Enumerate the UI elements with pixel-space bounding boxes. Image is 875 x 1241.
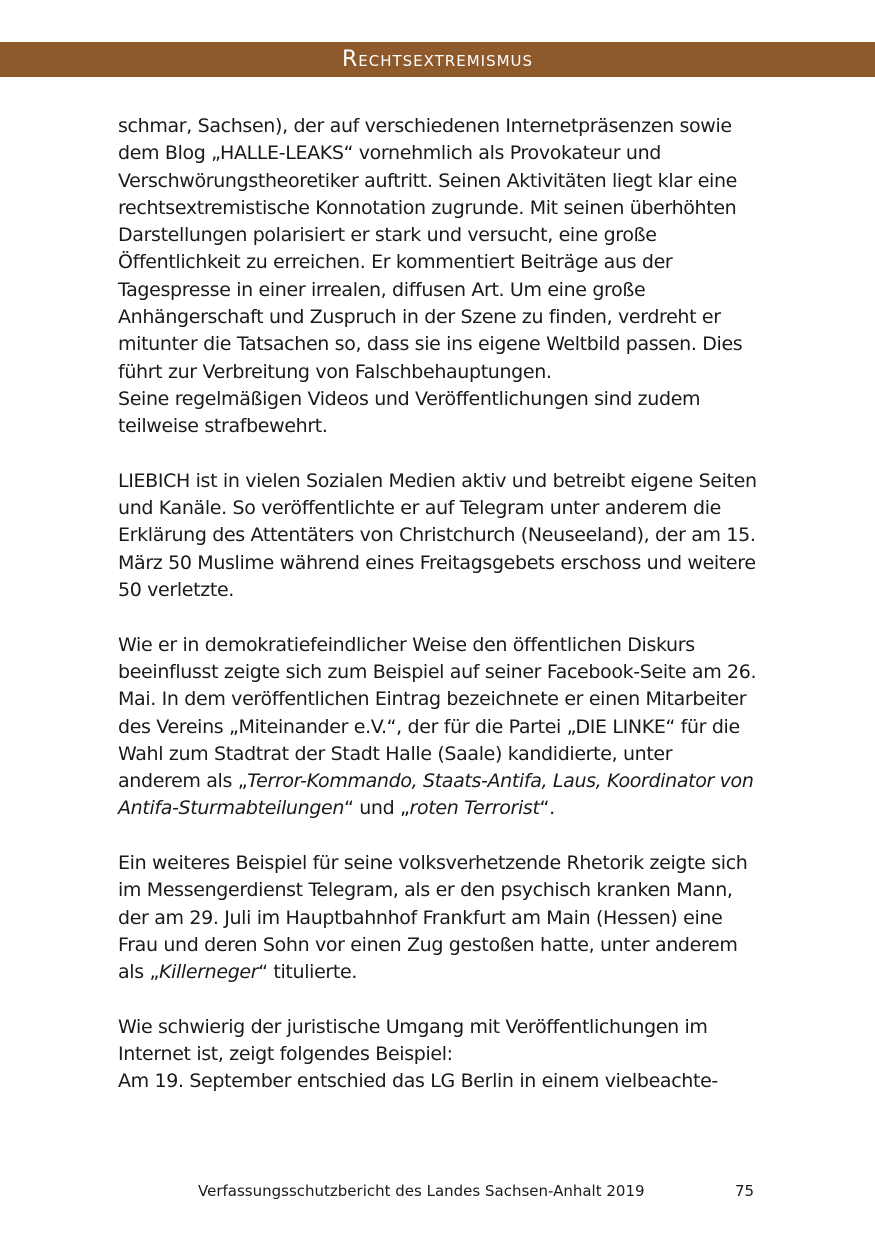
quoted-label-italic: roten Terrorist [409, 797, 540, 820]
paragraph [118, 850, 758, 986]
paragraph [118, 113, 758, 441]
text-segment: Ein weiteres Beispiel für seine volksverhetzende Rhetorik zeigte sich im Messengerdienst Telegram, als er den psychisch kranken Mann, der am 29. Juli im Hauptbahnhof Frankfurt am Main (Hessen) eine Frau und deren Sohn vor einen Zug gestoßen hatte, unter anderem als „ [118, 852, 748, 984]
text-segment: schmar, Sachsen), der auf verschiedenen Internetpräsenzen sowie dem Blog „HALLE-LEAKS“ vornehmlich als Provokateur und Verschwörungstheoretiker auftritt. Seinen Aktivitäten liegt klar eine rechtsextremistische Konnotation zugrunde. Mit seinen überhöhten Darstellungen polarisiert er stark und versucht, eine große Öffentlichkeit zu erreichen. Er kommentiert Beiträge aus der Tagespresse in einer irrealen, diffusen Art. Um eine große Anhängerschaft und Zuspruch in der Szene zu finden, verdreht er mitunter die Tatsachen so, dass sie ins eigene Weltbild passen. Dies führt zur Verbreitung von Falschbehauptungen. [118, 115, 743, 383]
text-segment: “ titulierte. [258, 961, 358, 984]
quoted-label-italic: Killerneger [158, 961, 259, 984]
text-segment: LIEBICH ist in vielen Sozialen Medien aktiv und betreibt eigene Seiten und Kanäle. So veröffentlichte er auf Telegram unter anderem die Erklärung des Attentäters von Christchurch (Neuseeland), der am 15. März 50 Muslime während eines Freitagsgebets erschoss und weitere 50 verletzte. [118, 469, 757, 602]
text-segment: Seine regelmäßigen Videos und Veröffentlichungen sind zudem teilweise strafbewehrt. [118, 387, 701, 438]
text-segment: “ und „ [344, 797, 410, 820]
body-text [118, 113, 758, 1096]
paragraph [118, 632, 758, 823]
text-segment: “. [539, 797, 555, 820]
section-title: Rechtsextremismus [341, 47, 534, 72]
section-header-bar [0, 42, 875, 77]
text-segment: Wie schwierig der juristische Umgang mit Veröffentlichungen im Internet ist, zeigt folgendes Beispiel: [118, 1015, 708, 1066]
paragraph [118, 468, 758, 604]
quoted-label-italic: Terror-Kommando, Staats-Antifa, Laus, Koordinator von Antifa-Sturmabteilungen [118, 770, 754, 820]
footer-publication-title: Verfassungsschutzbericht des Landes Sachsen-Anhalt 2019 [198, 1182, 645, 1200]
paragraph [118, 1014, 758, 1096]
text-segment: Wie er in demokratiefeindlicher Weise den öffentlichen Diskurs beeinflusst zeigte sich zum Beispiel auf seiner Facebook-Seite am 26. Mai. In dem veröffentlichen Eintrag bezeichnete er einen Mitarbeiter des Vereins „Miteinander e.V.“, der für die Partei „DIE LINKE“ für die Wahl zum Stadtrat der Stadt Halle (Saale) kandidierte, unter anderem als „ [118, 633, 757, 793]
page-number: 75 [735, 1182, 755, 1200]
text-segment: Am 19. September entschied das LG Berlin in einem vielbeachte- [118, 1070, 718, 1093]
